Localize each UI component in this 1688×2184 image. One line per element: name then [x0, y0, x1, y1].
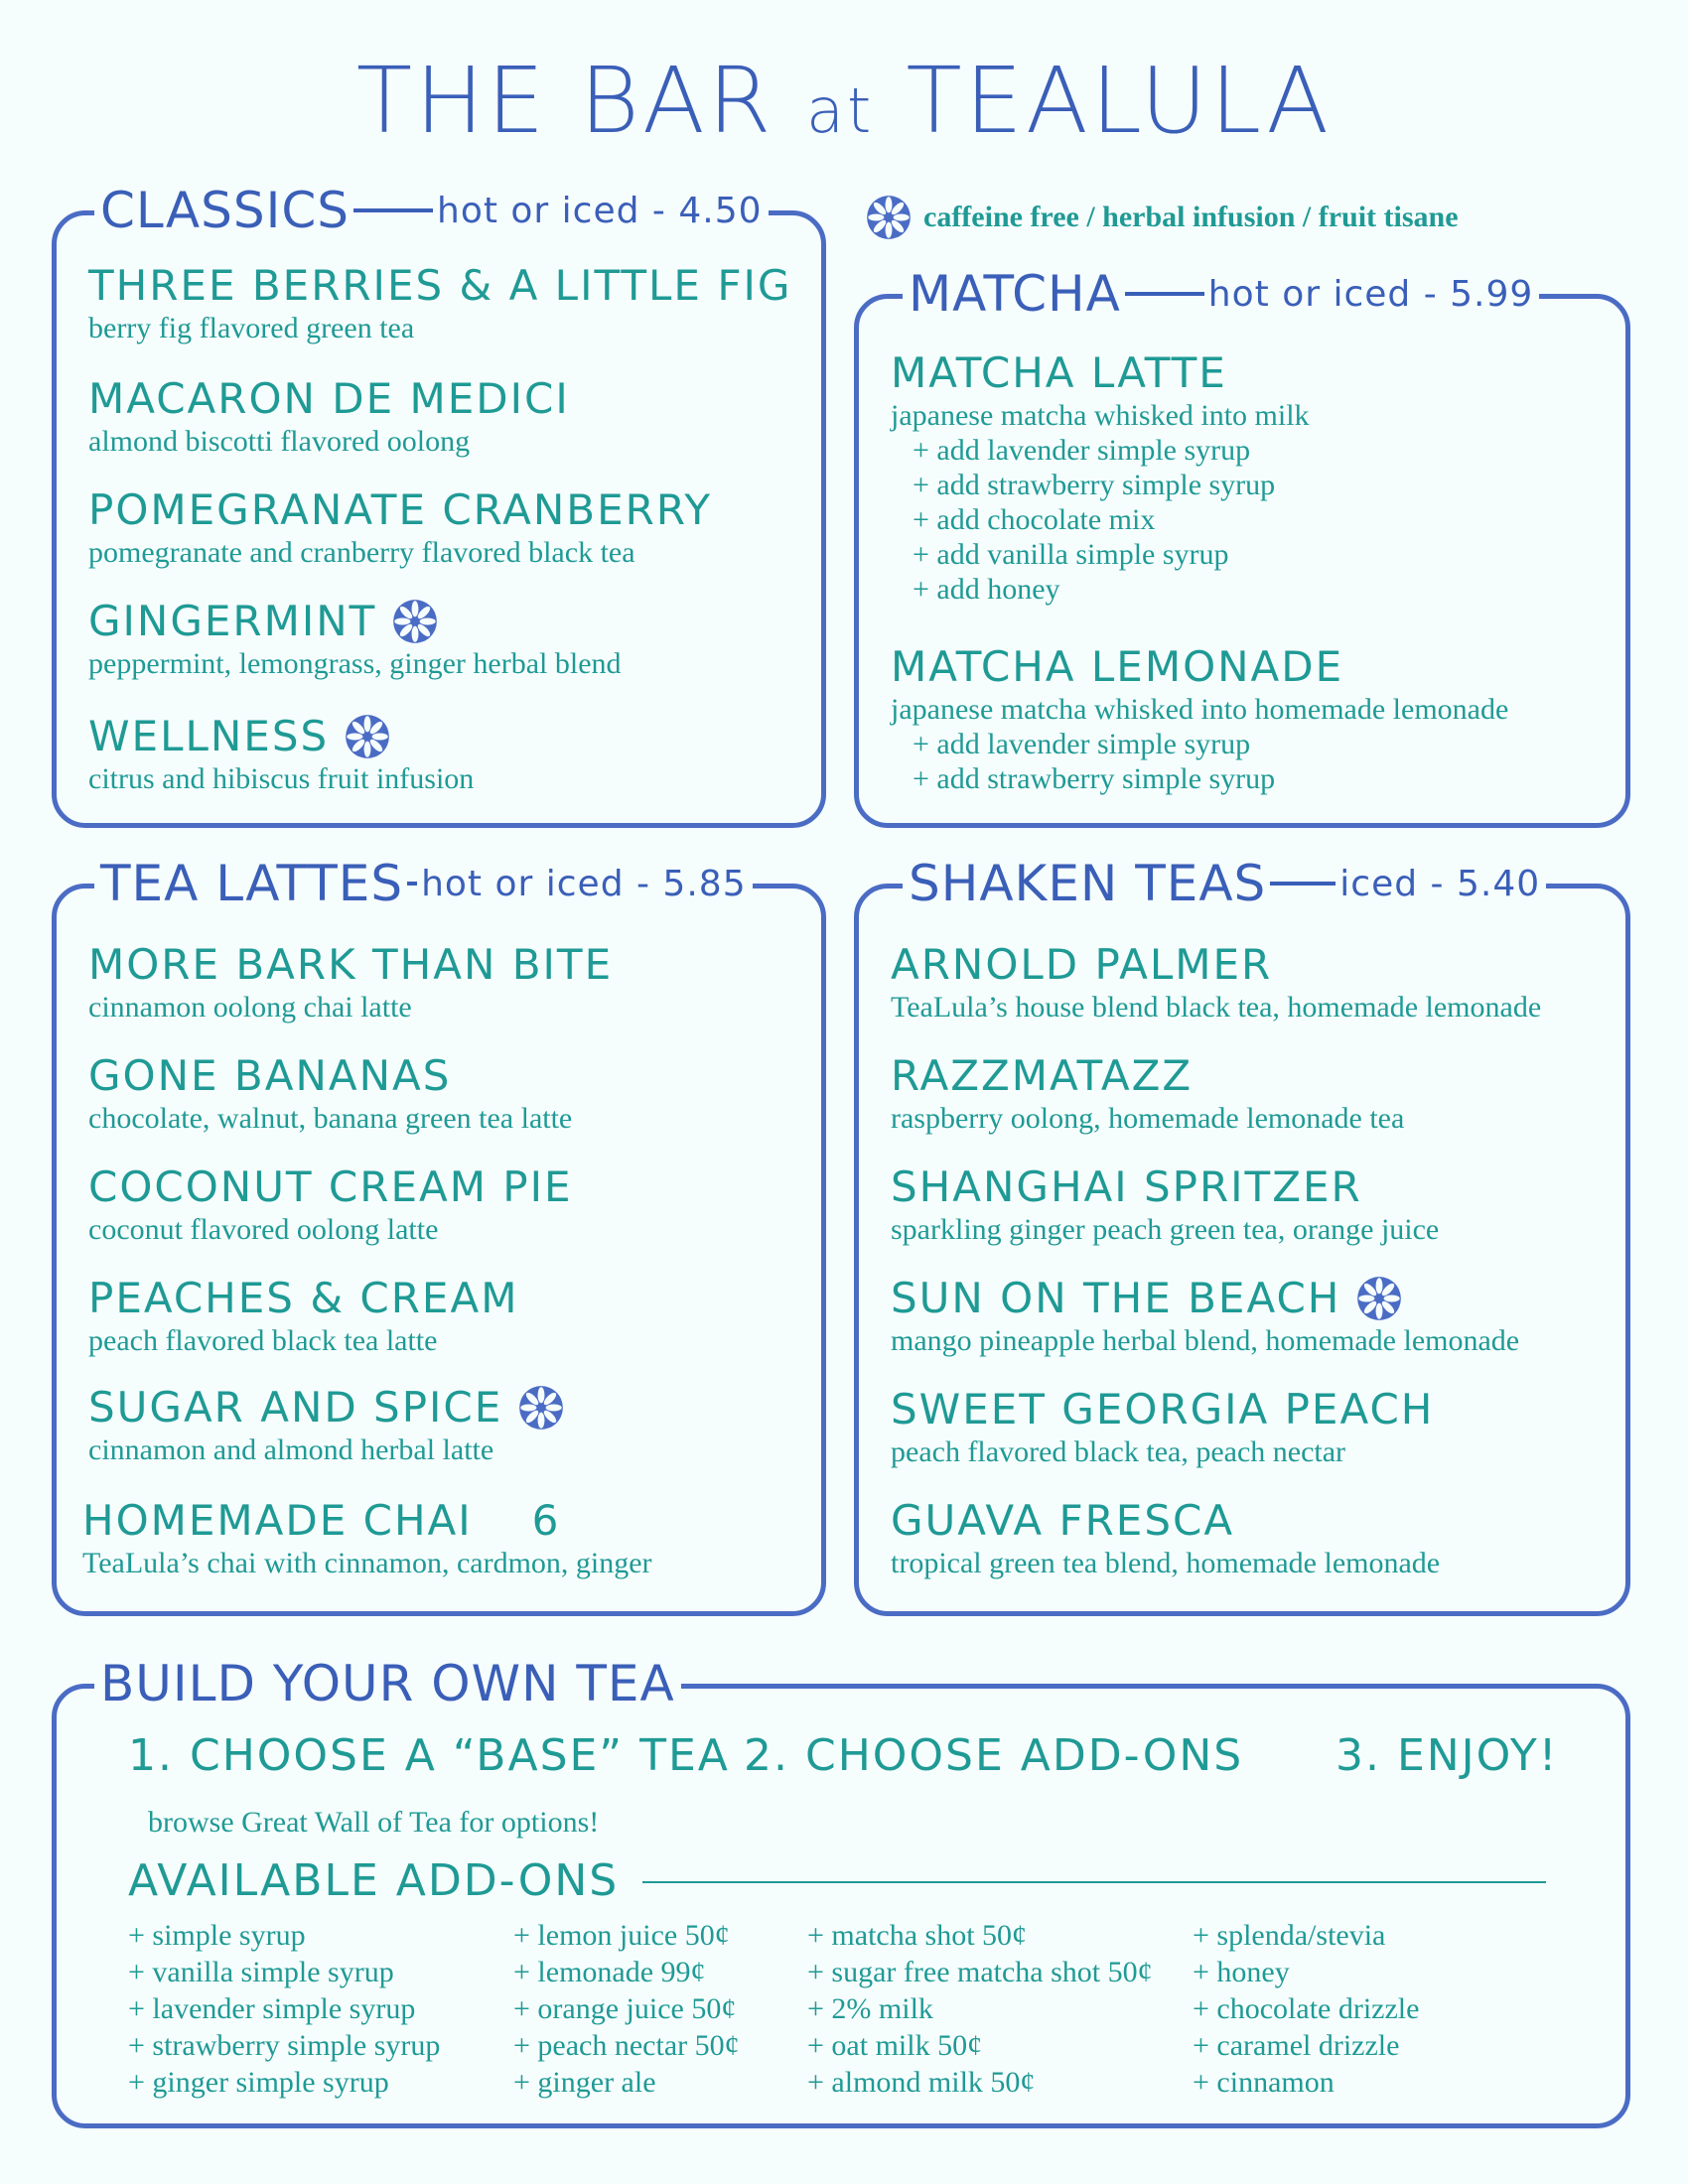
item-desc: sparkling ginger peach green tea, orange juice [891, 1213, 1440, 1246]
addon-column-4 [1193, 1917, 1419, 2101]
flower-icon [866, 195, 912, 240]
matcha-panel [854, 265, 1630, 828]
addon-item: + lavender simple syrup [128, 1992, 416, 2025]
item-desc: cinnamon oolong chai latte [88, 991, 412, 1024]
addon-line: + add strawberry simple syrup [913, 762, 1276, 795]
addon-item: + honey [1193, 1956, 1290, 1988]
item-name: SWEET GEORGIA PEACH [891, 1385, 1435, 1433]
addon-item: + ginger simple syrup [128, 2066, 389, 2099]
menu-item [88, 374, 570, 459]
header-rule [1270, 882, 1336, 886]
section-price: iced - 5.40 [1339, 863, 1541, 904]
item-desc: chocolate, walnut, banana green tea latte [88, 1102, 573, 1135]
item-name: SHANGHAI SPRITZER [891, 1162, 1362, 1211]
legend-text: caffeine free / herbal infusion / fruit tisane [923, 201, 1459, 233]
classics-panel [52, 182, 826, 828]
addon-item: + chocolate drizzle [1193, 1992, 1420, 2025]
addon-item: + caramel drizzle [1193, 2029, 1400, 2062]
addon-item: + lemonade 99¢ [513, 1956, 706, 1988]
available-addons-title: AVAILABLE ADD-ONS [128, 1855, 620, 1906]
item-name-row [88, 712, 474, 760]
menu-item [88, 1051, 572, 1136]
menu-item [88, 1274, 518, 1358]
item-name: MATCHA LEMONADE [891, 642, 1344, 691]
item-name-row [891, 1274, 1519, 1322]
title-left: THE BAR [355, 48, 774, 154]
flower-icon [345, 714, 390, 759]
item-desc: coconut flavored oolong latte [88, 1213, 439, 1246]
build-your-own-panel [52, 1655, 1630, 2128]
item-name: MACARON DE MEDICI [88, 374, 570, 423]
addon-column-1 [128, 1917, 440, 2101]
item-desc: almond biscotti flavored oolong [88, 425, 471, 458]
item-desc: peppermint, lemongrass, ginger herbal blend [88, 647, 622, 680]
addon-item: + matcha shot 50¢ [807, 1919, 1028, 1952]
item-desc: raspberry oolong, homemade lemonade tea [891, 1102, 1405, 1135]
tea-lattes-panel [52, 855, 826, 1616]
section-title: MATCHA [909, 265, 1121, 323]
item-name: GINGERMINT [88, 597, 377, 645]
item-name-row [82, 1496, 652, 1545]
section-title: BUILD YOUR OWN TEA [100, 1655, 675, 1712]
header-rule [407, 882, 417, 886]
menu-item [88, 485, 712, 570]
item-desc: berry fig flavored green tea [88, 312, 415, 344]
item-desc: peach flavored black tea latte [88, 1324, 438, 1357]
menu-item [891, 1274, 1519, 1358]
step-3: 3. ENJOY! [1336, 1730, 1559, 1781]
build-your-own-header [94, 1655, 681, 1712]
step-2: 2. CHOOSE ADD-ONS [744, 1730, 1244, 1781]
step-1: 1. CHOOSE A “BASE” TEA [128, 1730, 730, 1781]
addon-line: + add vanilla simple syrup [913, 538, 1229, 571]
menu-item [88, 940, 613, 1024]
caffeine-free-legend [866, 195, 1459, 240]
addon-line: + add strawberry simple syrup [913, 469, 1276, 501]
menu-item [891, 1162, 1439, 1247]
item-desc: japanese matcha whisked into homemade lemonade [891, 693, 1509, 726]
item-name: WELLNESS [88, 712, 330, 760]
item-name: MORE BARK THAN BITE [88, 940, 614, 989]
menu-item [88, 1383, 564, 1467]
header-rule [353, 208, 433, 212]
item-desc: peach flavored black tea, peach nectar [891, 1435, 1346, 1468]
tea-lattes-header [94, 855, 753, 912]
item-name: MATCHA LATTE [891, 348, 1227, 397]
addon-item: + strawberry simple syrup [128, 2029, 441, 2062]
shaken-teas-header [903, 855, 1546, 912]
addon-item: + simple syrup [128, 1919, 306, 1952]
section-title: CLASSICS [100, 182, 350, 239]
item-name: HOMEMADE CHAI [82, 1496, 473, 1545]
addon-item: + oat milk 50¢ [807, 2029, 983, 2062]
item-name: COCONUT CREAM PIE [88, 1162, 573, 1211]
item-name: ARNOLD PALMER [891, 940, 1273, 989]
addon-item: + orange juice 50¢ [513, 1992, 737, 2025]
item-name: GUAVA FRESCA [891, 1496, 1235, 1545]
flower-icon [518, 1385, 564, 1431]
menu-item [891, 1051, 1404, 1136]
menu-item [88, 261, 791, 345]
addon-item: + sugar free matcha shot 50¢ [807, 1956, 1153, 1988]
header-rule [1125, 292, 1204, 296]
menu-item [82, 1496, 652, 1580]
section-price: hot or iced - 5.99 [1207, 273, 1534, 315]
item-desc: japanese matcha whisked into milk [891, 399, 1310, 432]
addon-line: + add lavender simple syrup [913, 434, 1251, 467]
item-price: 6 [531, 1496, 561, 1545]
addon-item: + almond milk 50¢ [807, 2066, 1036, 2099]
item-name: POMEGRANATE CRANBERRY [88, 485, 712, 534]
classics-header [94, 182, 769, 239]
item-name: SUGAR AND SPICE [88, 1383, 503, 1432]
shaken-teas-panel [854, 855, 1630, 1616]
addon-item: + peach nectar 50¢ [513, 2029, 740, 2062]
matcha-header [903, 265, 1539, 323]
item-desc: TeaLula’s chai with cinnamon, cardmon, ginger [82, 1547, 652, 1579]
menu-item [88, 712, 474, 796]
byo-note: browse Great Wall of Tea for options! [148, 1806, 600, 1839]
addon-line: + add honey [913, 573, 1060, 606]
item-desc: tropical green tea blend, homemade lemonade [891, 1547, 1441, 1579]
item-name: RAZZMATAZZ [891, 1051, 1194, 1100]
addon-item: + ginger ale [513, 2066, 656, 2099]
addons-rule [642, 1881, 1546, 1883]
title-right: TEALULA [906, 48, 1333, 154]
menu-item [891, 642, 1508, 796]
addon-item: + 2% milk [807, 1992, 933, 2025]
section-title: SHAKEN TEAS [909, 855, 1267, 912]
menu-item [891, 1496, 1440, 1580]
item-desc: pomegranate and cranberry flavored black tea [88, 536, 635, 569]
item-name: GONE BANANAS [88, 1051, 452, 1100]
menu-item [88, 597, 622, 681]
item-desc: cinnamon and almond herbal latte [88, 1433, 494, 1466]
menu-item [891, 1385, 1434, 1469]
item-desc: TeaLula’s house blend black tea, homemade lemonade [891, 991, 1542, 1024]
menu-item [891, 348, 1310, 607]
addon-column-3 [807, 1917, 1153, 2101]
item-name: PEACHES & CREAM [88, 1274, 519, 1322]
section-title: TEA LATTES [100, 855, 404, 912]
item-desc: mango pineapple herbal blend, homemade lemonade [891, 1324, 1520, 1357]
menu-item [88, 1162, 573, 1247]
menu-title [0, 48, 1688, 154]
addon-item: + cinnamon [1193, 2066, 1335, 2099]
flower-icon [392, 599, 438, 644]
section-price: hot or iced - 5.85 [421, 863, 747, 904]
item-name-row [88, 597, 622, 645]
flower-icon [1356, 1276, 1402, 1321]
addon-line: + add lavender simple syrup [913, 728, 1251, 760]
section-price: hot or iced - 4.50 [437, 190, 763, 231]
item-name: THREE BERRIES & A LITTLE FIG [88, 261, 792, 310]
addon-column-2 [513, 1917, 740, 2101]
addon-item: + lemon juice 50¢ [513, 1919, 730, 1952]
title-at: at [805, 74, 875, 147]
menu-item [891, 940, 1541, 1024]
item-name: SUN ON THE BEACH [891, 1274, 1341, 1322]
item-desc: citrus and hibiscus fruit infusion [88, 762, 475, 795]
item-name-row [88, 1383, 564, 1432]
addon-line: + add chocolate mix [913, 503, 1156, 536]
addon-item: + splenda/stevia [1193, 1919, 1386, 1952]
addon-item: + vanilla simple syrup [128, 1956, 394, 1988]
